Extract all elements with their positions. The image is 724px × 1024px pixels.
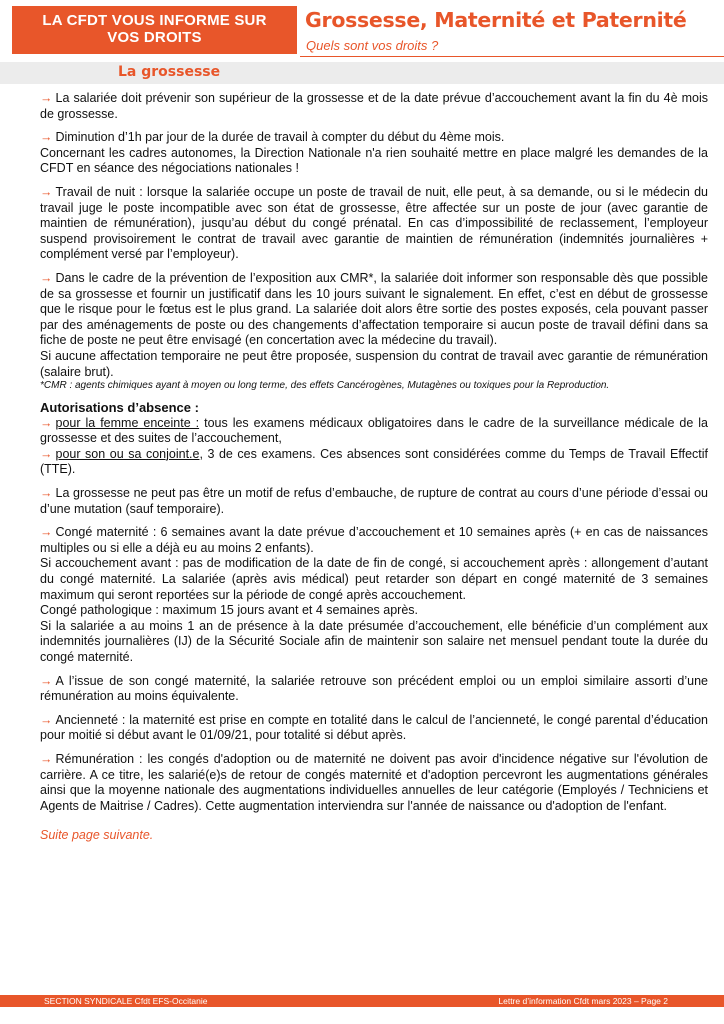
- paragraph-text: La salariée doit prévenir son supérieur de la grossesse et de la date prévue d’accouchement avant la fin du 4è mois de grossesse.: [40, 91, 708, 121]
- arrow-right-icon: →: [40, 673, 53, 688]
- arrow-right-icon: →: [40, 91, 53, 105]
- arrow-right-icon: →: [40, 446, 53, 461]
- header-banner: [12, 6, 297, 54]
- paragraph-text: Si aucune affectation temporaire ne peut être proposée, suspension du contrat de travail avec garantie de rémunération (salaire brut).: [40, 348, 708, 379]
- absence-section: [40, 400, 708, 478]
- paragraph-working-time: [40, 130, 708, 177]
- paragraph-text: Diminution d’1h par jour de la durée de travail à compter du début du 4ème mois.: [55, 130, 505, 145]
- arrow-right-icon: →: [40, 751, 53, 766]
- paragraph-declaration: [40, 91, 708, 122]
- section-band: [0, 62, 724, 84]
- paragraph-text: Ancienneté : la maternité est prise en compte en totalité dans le calcul de l’ancienneté, le congé parental d’éducation pour moitié si début avant le 01/09/21, pour totalité si début après.: [40, 712, 708, 743]
- banner-line-2: VOS DROITS: [107, 29, 202, 46]
- arrow-right-icon: →: [40, 184, 53, 199]
- arrow-right-icon: →: [40, 130, 53, 145]
- paragraph-text: A l’issue de son congé maternité, la salariée retrouve son précédent emploi ou un emploi similaire assorti d’une rémunération au moins équivalente.: [40, 673, 708, 704]
- section-title: La grossesse: [118, 64, 221, 80]
- paragraph-return: [40, 674, 708, 705]
- page-title: Grossesse, Maternité et Paternité: [305, 8, 687, 32]
- page-footer: [0, 995, 724, 1007]
- paragraph-text: Concernant les cadres autonomes, la Direction Nationale n'a rien souhaité mettre en place malgré les demandes de la CFDT en séance des négociations nationales !: [40, 145, 708, 176]
- paragraph-text: Dans le cadre de la prévention de l’exposition aux CMR*, la salariée doit informer son responsable dès que possible de sa grossesse et fournir un justificatif dans les 10 jours suivant le signalement. En effet, c’est en début de grossesse que le risque pour le fœtus est le plus grand. La salariée doit alors être sortie des postes exposés, cela pouvant passer par des aménagements de poste ou des changements d’affectation temporaire si aucun poste de travail défini dans sa fiche de poste ne peut être envisagé (en concertation avec la médecine du travail).: [40, 270, 708, 348]
- absence-text: tous les examens médicaux obligatoires dans le cadre de la surveillance médicale de la grossesse et des suites de l’accouchement,: [40, 415, 708, 446]
- paragraph-discrimination: [40, 486, 708, 517]
- paragraph-remuneration: [40, 752, 708, 814]
- absence-item: [40, 447, 708, 478]
- paragraph-text: Congé pathologique : maximum 15 jours avant et 4 semaines après.: [40, 603, 418, 618]
- footer-page-info: Lettre d’information Cfdt mars 2023 – Page 2: [498, 996, 668, 1006]
- arrow-right-icon: →: [40, 270, 53, 285]
- continue-note: Suite page suivante.: [40, 828, 154, 843]
- arrow-right-icon: →: [40, 415, 53, 430]
- paragraph-text: La grossesse ne peut pas être un motif de refus d’embauche, de rupture de contrat au cours d’une période d’essai ou d’une mutation (sauf temporaire).: [40, 486, 708, 516]
- paragraph-cmr: [40, 271, 708, 392]
- arrow-right-icon: →: [40, 712, 53, 727]
- cmr-footnote: *CMR : agents chimiques ayant à moyen ou long terme, des effets Cancérogènes, Mutagènes ou toxiques pour la Reproduction.: [40, 380, 610, 392]
- paragraph-seniority: [40, 713, 708, 744]
- arrow-right-icon: →: [40, 525, 53, 540]
- article-body: [40, 91, 708, 844]
- absence-label: pour la femme enceinte :: [55, 415, 200, 430]
- paragraph-night-work: [40, 185, 708, 263]
- paragraph-text: Rémunération : les congés d'adoption ou de maternité ne doivent pas avoir d'incidence négative sur l'évolution de carrière. A ce titre, les salarié(e)s de retour de congés maternité et d'adoption percevront les augmentations générales ainsi que la moyenne nationale des augmentations individuelles annuelles de leur catégorie (Employés / Techniciens et Agents de Maitrise / Cadres). Cette augmentation interviendra sur l'année de naissance ou d'adoption de l'enfant.: [40, 751, 708, 813]
- absence-heading: Autorisations d’absence :: [40, 400, 199, 416]
- page-subtitle: Quels sont vos droits ?: [306, 38, 439, 53]
- paragraph-text: Travail de nuit : lorsque la salariée occupe un poste de travail de nuit, elle peut, à sa demande, ou si le médecin du travail juge le poste incompatible avec son état de grossesse, être affectée sur un poste de jour (avec garantie de maintien de rémunération), jusqu’au début du congé prénatal. En cas d’impossibilité de reclassement, l’employeur suspend provisoirement le contrat de travail avec garantie de maintien de rémunération (indemnités journalières + complément versé par l’employeur).: [40, 184, 708, 262]
- banner-line-1: LA CFDT VOUS INFORME SUR: [42, 12, 267, 29]
- paragraph-text: Congé maternité : 6 semaines avant la date prévue d’accouchement et 10 semaines après (+ en cas de naissances multiples ou si elle a déjà eu au moins 2 enfants).: [40, 525, 708, 555]
- header-divider: [300, 56, 724, 57]
- absence-label: pour son ou sa conjoint.e: [55, 446, 200, 461]
- arrow-right-icon: →: [40, 486, 53, 501]
- absence-item: [40, 416, 708, 447]
- page-header: [0, 0, 724, 56]
- paragraph-text: Si la salariée a au moins 1 an de présence à la date présumée d’accouchement, elle bénéficie d’un complément aux indemnités journalières (IJ) de la Sécurité Sociale afin de maintenir son salaire net mensuel pendant toute la durée du congé maternité.: [40, 618, 708, 664]
- paragraph-maternity-leave: [40, 525, 708, 665]
- footer-section-name: SECTION SYNDICALE Cfdt EFS-Occitanie: [44, 996, 208, 1006]
- paragraph-text: Si accouchement avant : pas de modification de la date de fin de congé, si accouchement après : allongement d’autant du congé maternité. La salariée (après avis médical) peut retarder son départ en congé maternité de 3 semaines maximum qui seront reportées sur la période de congé après accouchement.: [40, 556, 708, 602]
- absence-text: , 3 de ces examens. Ces absences sont considérées comme du Temps de Travail Effectif (TTE).: [40, 446, 708, 477]
